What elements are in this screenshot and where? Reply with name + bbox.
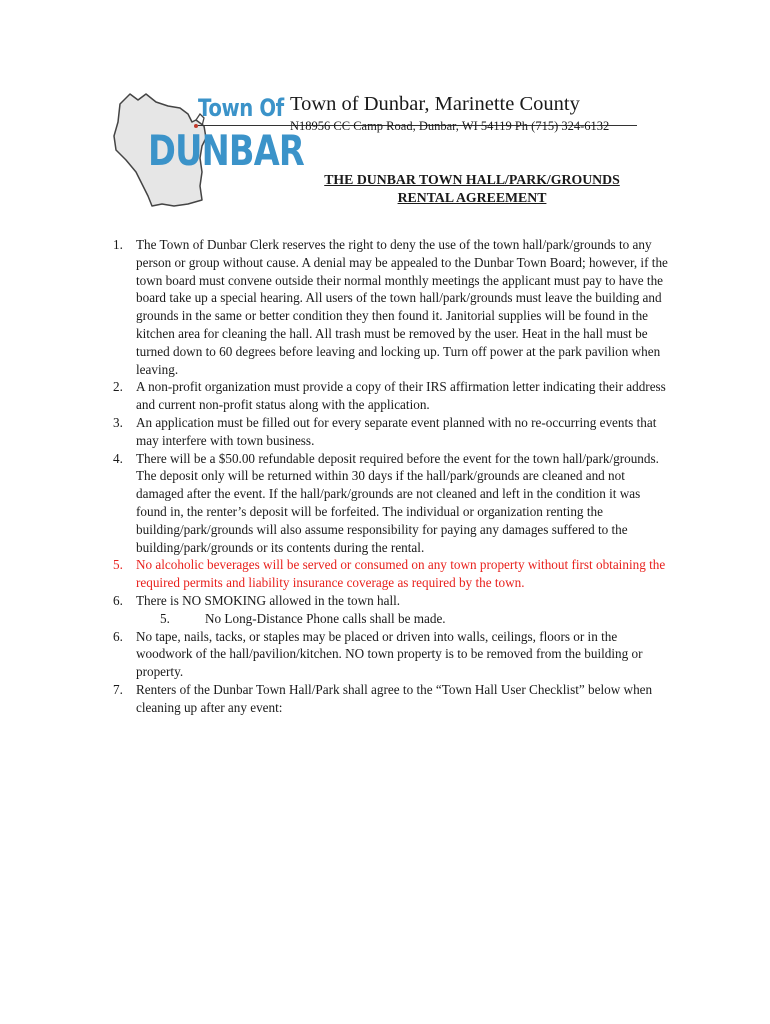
town-logo — [108, 88, 304, 216]
clause-number: 3. — [113, 414, 123, 430]
page-title: Town of Dunbar, Marinette County — [290, 93, 580, 115]
document-title-line2: RENTAL AGREEMENT — [397, 190, 547, 205]
clause-text: No Long-Distance Phone calls shall be made. — [205, 610, 446, 626]
clause-number: 6. — [113, 592, 123, 608]
clause-number: 2. — [113, 379, 123, 395]
clause-number: 5. — [113, 557, 123, 573]
document-title — [300, 171, 644, 207]
clause-number: 5. — [160, 610, 170, 626]
list-item — [108, 378, 668, 414]
list-item — [108, 628, 668, 681]
clause-text: Renters of the Dunbar Town Hall/Park shall agree to the “Town Hall User Checklist” below when cleaning up after any event: — [136, 681, 653, 715]
clause-text: An application must be filled out for every separate event planned with no re-occurring events that may interfere with town business. — [136, 414, 657, 448]
list-item — [108, 681, 668, 717]
clause-text: There is NO SMOKING allowed in the town hall. — [136, 592, 401, 608]
clause-number: 4. — [113, 450, 123, 466]
clause-text: A non-profit organization must provide a copy of their IRS affirmation letter indicating their address and current non-profit status along with the application. — [136, 379, 666, 413]
clause-list — [108, 236, 668, 717]
document-title-line1: THE DUNBAR TOWN HALL/PARK/GROUNDS — [324, 172, 620, 187]
logo-dunbar: DUNBAR — [148, 126, 304, 175]
list-item-alcohol-warning — [108, 556, 668, 592]
list-item — [108, 236, 668, 378]
clause-number: 6. — [113, 628, 123, 644]
list-item — [108, 414, 668, 450]
clause-text: No tape, nails, tacks, or staples may be placed or driven into walls, ceilings, floors or in the woodwork of the hall/pavilion/kitchen. NO town property is to be removed from the building or property. — [136, 628, 643, 680]
header-address: N18956 CC Camp Road, Dunbar, WI 54119 Ph (715) 324-6132 — [290, 119, 610, 133]
clause-text: No alcoholic beverages will be served or consumed on any town property without first obtaining the required permits and liability insurance coverage as required by the town. — [136, 557, 666, 591]
clause-text: The Town of Dunbar Clerk reserves the right to deny the use of the town hall/park/grounds to any person or group without cause. A denial may be appealed to the Dunbar Town Board; however, if the town board must convene outside their normal monthly meetings the applicant must pay to have the board take up a special hearing. All users of the town hall/park/grounds must leave the building and grounds in the same or better condition they then found it. Janitorial supplies will be found in the kitchen area for cleaning the hall. All trash must be removed by the user. Heat in the hall must be turned down to 60 degrees before leaving and locking up. Turn off power at the park pavilion when leaving. — [136, 237, 668, 377]
list-item — [108, 610, 668, 628]
clause-text: There will be a $50.00 refundable deposit required before the event for the town hall/park/grounds. The deposit only will be returned within 30 days if the hall/park/grounds are cleaned and not damaged after the event. If the hall/park/grounds are not cleaned and left in the condition it was found in, the renter’s deposit will be forfeited. The individual or organization renting the building/park/grounds will also assume responsibility for paying any damages suffered to the building/park/grounds or its contents during the rental. — [136, 450, 659, 555]
list-item — [108, 592, 668, 610]
clause-number: 7. — [113, 681, 123, 697]
logo-town-of: Town Of — [198, 94, 284, 122]
clause-number: 1. — [113, 237, 123, 252]
list-item — [108, 450, 668, 557]
